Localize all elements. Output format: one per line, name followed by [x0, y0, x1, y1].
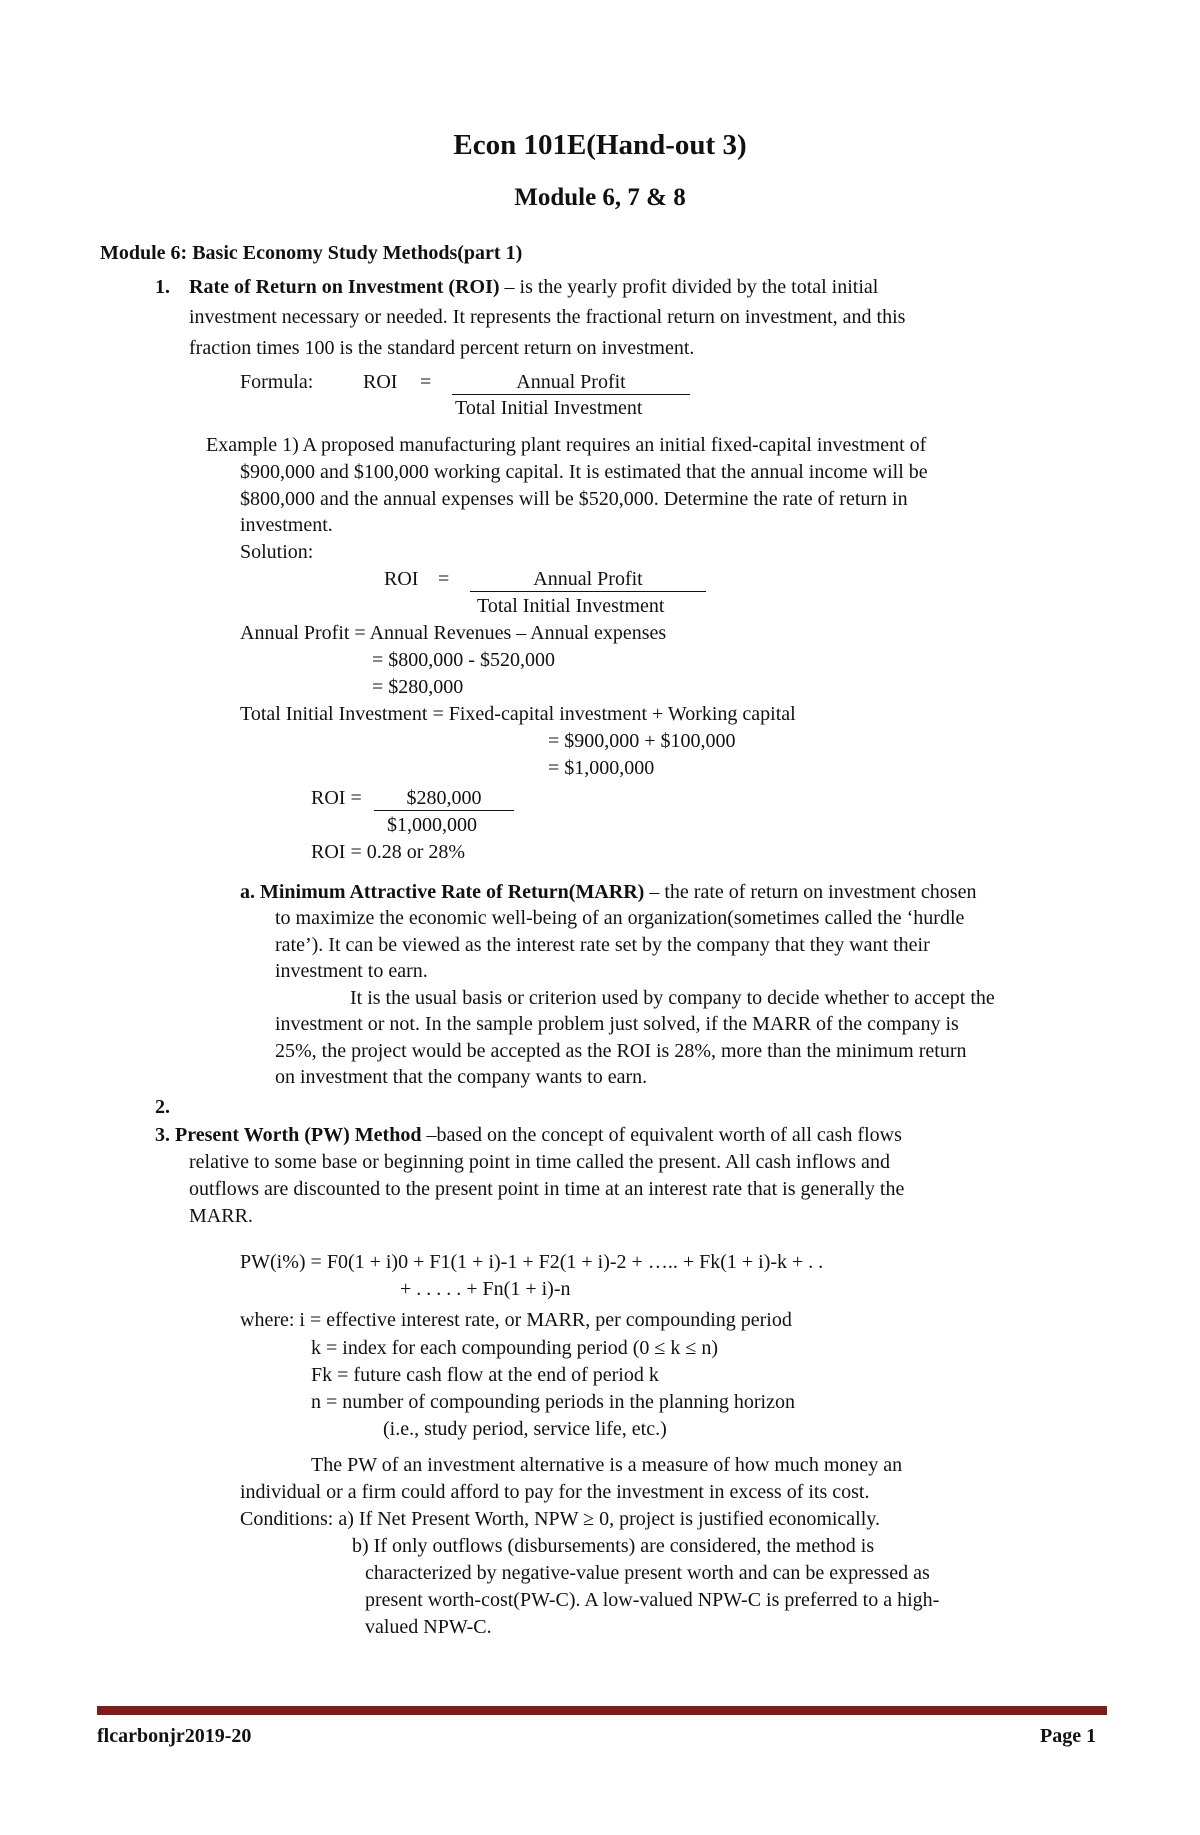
- roi-number: 1.: [155, 276, 170, 298]
- pw-term: Present Worth (PW) Method: [175, 1124, 422, 1146]
- example-line2: $900,000 and $100,000 working capital. It is estimated that the annual income will be: [240, 461, 928, 483]
- pw-line1: [155, 1123, 902, 1147]
- document-title: Econ 101E(Hand-out 3): [453, 129, 747, 161]
- marr-line1-rest: – the rate of return on investment chosen: [644, 881, 977, 903]
- pw-para-line2: individual or a firm could afford to pay for the investment in excess of its cost.: [240, 1481, 870, 1503]
- where-line4: n = number of compounding periods in the planning horizon: [311, 1391, 795, 1413]
- roi2-denominator: $1,000,000: [387, 814, 477, 836]
- roi-definition-line3: fraction times 100 is the standard percent return on investment.: [189, 337, 695, 359]
- marr-line2: to maximize the economic well-being of an organization(sometimes called the ‘hurdle: [275, 907, 965, 929]
- marr-letter: a.: [240, 881, 255, 903]
- condition-a: Conditions: a) If Net Present Worth, NPW ≥ 0, project is justified economically.: [240, 1508, 880, 1530]
- pw-formula-line2: + . . . . . + Fn(1 + i)-n: [400, 1278, 571, 1300]
- roi2-numerator: $280,000: [374, 786, 514, 811]
- formula-denominator: Total Initial Investment: [455, 397, 643, 419]
- pw-number: 3.: [155, 1124, 170, 1146]
- marr-line5: It is the usual basis or criterion used by company to decide whether to accept the: [350, 987, 995, 1009]
- tii-line2: = $900,000 + $100,000: [548, 730, 736, 752]
- solution-label: Solution:: [240, 541, 314, 563]
- annual-profit-line2: = $800,000 - $520,000: [372, 649, 555, 671]
- tii-line1: Total Initial Investment = Fixed-capital investment + Working capital: [240, 703, 796, 725]
- example-roi-equals: =: [438, 568, 450, 590]
- formula-lhs: ROI: [363, 371, 398, 393]
- pw-line1-rest: –based on the concept of equivalent worth of all cash flows: [421, 1124, 902, 1146]
- marr-line1: [240, 880, 976, 904]
- where-line2: k = index for each compounding period (0 ≤ k ≤ n): [311, 1337, 719, 1359]
- footer-author: flcarbonjr2019-20: [97, 1725, 252, 1747]
- example-roi-numerator: Annual Profit: [470, 567, 706, 592]
- roi-term: Rate of Return on Investment (ROI): [189, 276, 500, 298]
- footer-page-number: Page 1: [1040, 1725, 1097, 1747]
- marr-line8: on investment that the company wants to earn.: [275, 1066, 648, 1088]
- tii-line3: = $1,000,000: [548, 757, 655, 779]
- condition-b-line3: present worth-cost(PW-C). A low-valued NPW-C is preferred to a high-: [365, 1589, 940, 1611]
- pw-line3: outflows are discounted to the present point in time at an interest rate that is generally the: [189, 1178, 905, 1200]
- where-line1: where: i = effective interest rate, or MARR, per compounding period: [240, 1309, 792, 1331]
- pw-formula-line1: PW(i%) = F0(1 + i)0 + F1(1 + i)-1 + F2(1 + i)-2 + ….. + Fk(1 + i)-k + . .: [240, 1251, 824, 1273]
- marr-line4: investment to earn.: [275, 960, 428, 982]
- annual-profit-line3: = $280,000: [372, 676, 464, 698]
- annual-profit-line1: Annual Profit = Annual Revenues – Annual expenses: [240, 622, 667, 644]
- where-line3: Fk = future cash flow at the end of period k: [311, 1364, 659, 1386]
- example-line3: $800,000 and the annual expenses will be $520,000. Determine the rate of return in: [240, 488, 908, 510]
- roi-definition-line2: investment necessary or needed. It represents the fractional return on investment, and this: [189, 306, 906, 328]
- marr-line7: 25%, the project would be accepted as the ROI is 28%, more than the minimum return: [275, 1040, 967, 1062]
- marr-term: Minimum Attractive Rate of Return(MARR): [260, 881, 645, 903]
- condition-b-line1: b) If only outflows (disbursements) are considered, the method is: [352, 1535, 875, 1557]
- example-roi-denominator: Total Initial Investment: [477, 595, 665, 617]
- roi2-lhs: ROI =: [311, 787, 362, 809]
- condition-b-line2: characterized by negative-value present worth and can be expressed as: [365, 1562, 930, 1584]
- roi-definition-line1: [189, 275, 878, 299]
- marr-line3: rate’). It can be viewed as the interest rate set by the company that they want their: [275, 934, 930, 956]
- example-roi-lhs: ROI: [384, 568, 419, 590]
- formula-equals: =: [420, 371, 432, 393]
- footer-rule: [97, 1706, 1107, 1715]
- example-line1: Example 1) A proposed manufacturing plant requires an initial fixed-capital investment of: [206, 434, 927, 456]
- item-2-number: 2.: [155, 1096, 170, 1118]
- roi2-result: ROI = 0.28 or 28%: [311, 841, 466, 863]
- module6-heading: Module 6: Basic Economy Study Methods(part 1): [100, 242, 523, 264]
- formula-numerator: Annual Profit: [452, 370, 690, 395]
- pw-para-line1: The PW of an investment alternative is a measure of how much money an: [311, 1454, 903, 1476]
- example-line4: investment.: [240, 514, 333, 536]
- where-line5: (i.e., study period, service life, etc.): [383, 1418, 667, 1440]
- formula-label: Formula:: [240, 371, 314, 393]
- document-subtitle: Module 6, 7 & 8: [514, 184, 686, 211]
- pw-line4: MARR.: [189, 1205, 253, 1227]
- pw-line2: relative to some base or beginning point in time called the present. All cash inflows and: [189, 1151, 890, 1173]
- roi-def-rest: – is the yearly profit divided by the total initial: [499, 276, 879, 298]
- condition-b-line4: valued NPW-C.: [365, 1616, 492, 1638]
- marr-line6: investment or not. In the sample problem just solved, if the MARR of the company is: [275, 1013, 959, 1035]
